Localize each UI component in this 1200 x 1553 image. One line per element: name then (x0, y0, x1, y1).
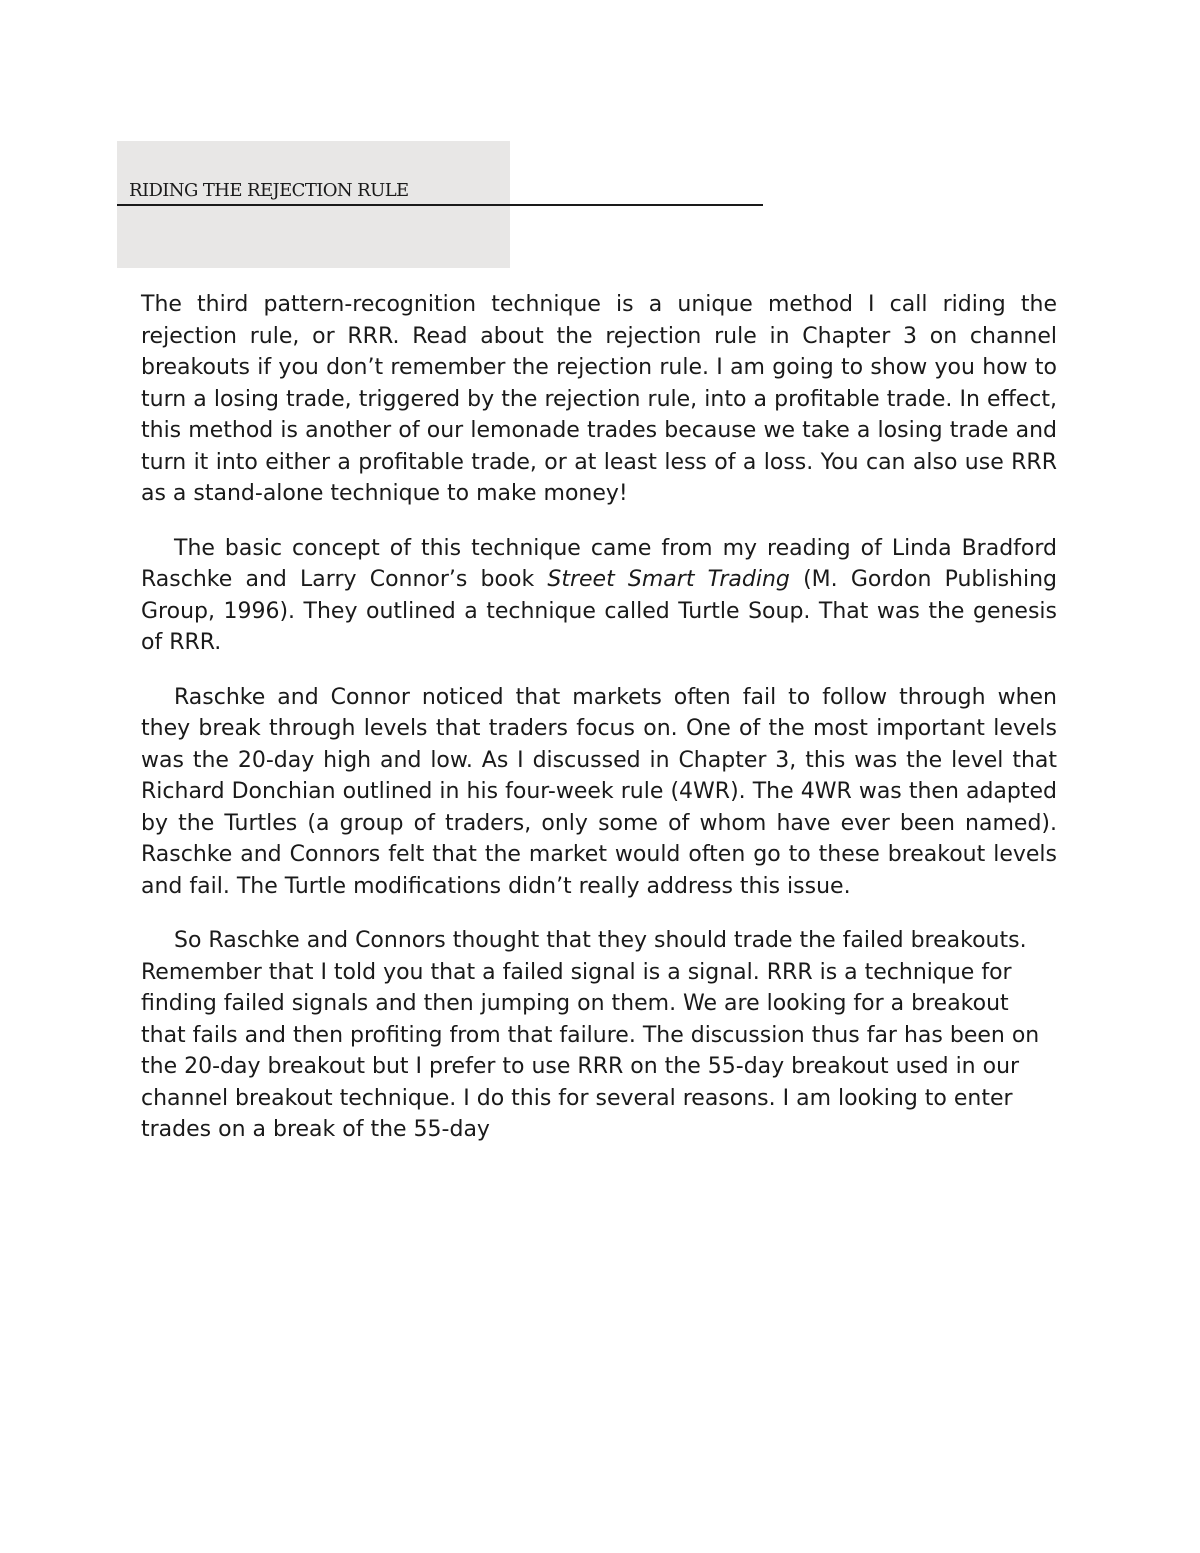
paragraph-2 (141, 533, 1057, 659)
title-underline-rule (117, 204, 763, 206)
paragraph-3: Raschke and Connor noticed that markets often fail to follow through when they break through levels that traders focus on. One of the most important levels was the 20-day high and low. As I discussed in Chapter 3, this was the level that Richard Donchian outlined in his four-week rule (4WR). The 4WR was then adapted by the Turtles (a group of traders, only some of whom have ever been named). Raschke and Connors felt that the market would often go to these breakout levels and fail. The Turtle modifications didn’t really address this issue. (141, 684, 1057, 899)
paragraph-2-text-after: (M. Gordon Publishing Group, 1996). They outlined a technique called Turtle Soup. That was the genesis of RRR. (141, 567, 1058, 655)
paragraph-4: So Raschke and Connors thought that they should trade the failed breakouts. Remember that I told you that a failed signal is a signal. RRR is a technique for finding failed signals and then jumping on them. We are looking for a breakout that fails and then profiting from that failure. The discussion thus far has been on the 20-day breakout but I prefer to use RRR on the 55-day breakout used in our channel breakout technique. I do this for several reasons. I am looking to enter trades on a break of the 55-day (141, 928, 1040, 1142)
section-title: RIDING THE REJECTION RULE (129, 180, 409, 201)
book-title: Street Smart Trading (547, 567, 790, 592)
paragraph-2-text-before: The basic concept of this technique came from my reading of Linda Bradford Raschke and Larry Connor’s book (141, 535, 1057, 592)
paragraph-1: The third pattern-recognition technique is a unique method I call riding the rejection rule, or RRR. Read about the rejection rule in Chapter 3 on channel breakouts if you don’t remember the rejection rule. I am going to show you how to turn a losing trade, triggered by the rejection rule, into a profitable trade. In effect, this method is another of our lemonade trades because we take a losing trade and turn it into either a profitable trade, or at least less of a loss. You can also use RRR as a stand-alone technique to make money! (141, 292, 1057, 506)
body-text (141, 289, 1057, 1169)
